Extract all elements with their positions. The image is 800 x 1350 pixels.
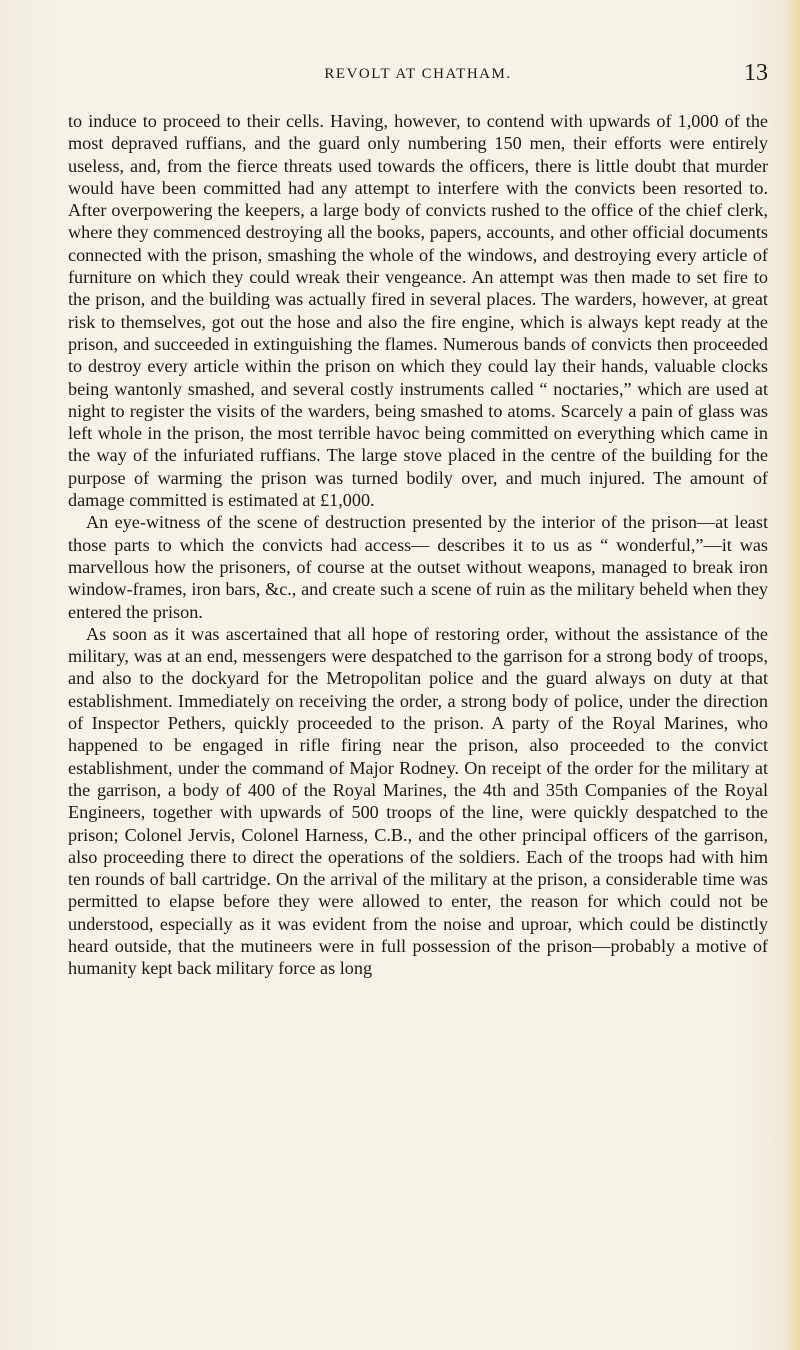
paragraph-2: An eye-witness of the scene of destruction presented by the interior of the prison—at least those parts to which the convicts had access— describes it to us as “ wonderful,”—it was marvellous how the prisoners, of course at the outset without weapons, managed to break iron window-frames, iron bars, &c., and create such a scene of ruin as the military beheld when they entered the prison. — [68, 512, 768, 622]
paragraph-3: As soon as it was ascertained that all hope of restoring order, without the assistance of the military, was at an end, messengers were despatched to the garrison for a strong body of troops, and also to the dockyard for the Metropolitan police and the guard always on duty at that establishment. Immediately on receiving the order, a strong body of police, under the direction of Inspector Pethers, quickly proceeded to the prison. A party of the Royal Marines, who happened to be engaged in rifle firing near the prison, also proceeded to the convict establishment, under the command of Major Rodney. On receipt of the order for the military at the garrison, a body of 400 of the Royal Marines, the 4th and 35th Companies of the Royal Engineers, together with upwards of 500 troops of the line, were quickly despatched to the prison; Colonel Jervis, Colonel Harness, C.B., and the other principal officers of the garrison, also proceeding there to direct the operations of the soldiers. Each of the troops had with him ten rounds of ball cartridge. On the arrival of the military at the prison, a considerable time was permitted to elapse before they were allowed to enter, the reason for which could not be understood, especially as it was evident from the noise and uproar, which could be distinctly heard outside, that the mutineers were in full possession of the prison—probably a motive of humanity kept back military force as long — [68, 623, 768, 979]
page-edge-tint — [786, 0, 800, 1350]
paragraph-1: to induce to proceed to their cells. Having, however, to contend with upwards of 1,000 of the most depraved ruffians, and the guard only numbering 150 men, their efforts were entirely useless, and, from the fierce threats used towards the officers, there is little doubt that murder would have been committed had any attempt to interfere with the convicts been resorted to. After overpowering the keepers, a large body of convicts rushed to the office of the chief clerk, where they commenced destroying all the books, papers, accounts, and other official documents connected with the prison, smashing the whole of the windows, and destroying every article of furniture on which they could wreak their vengeance. An attempt was then made to set fire to the prison, and the building was actually fired in several places. The warders, however, at great risk to themselves, got out the hose and also the fire engine, which is always kept ready at the prison, and succeeded in extinguishing the flames. Numerous bands of convicts then proceeded to destroy every article within the prison on which they could lay their hands, valuable clocks being wantonly smashed, and several costly instruments called “ noctaries,” which are used at night to register the visits of the warders, being smashed to atoms. Scarcely a pain of glass was left whole in the prison, the most terrible havoc being committed on everything which came in the way of the infuriated ruffians. The large stove placed in the centre of the building for the purpose of warming the prison was turned bodily over, and much injured. The amount of damage committed is estimated at £1,000. — [68, 111, 768, 511]
running-title: REVOLT AT CHATHAM. — [324, 66, 512, 82]
page-number: 13 — [744, 60, 768, 86]
body-text — [68, 110, 768, 980]
page-header — [68, 58, 768, 98]
